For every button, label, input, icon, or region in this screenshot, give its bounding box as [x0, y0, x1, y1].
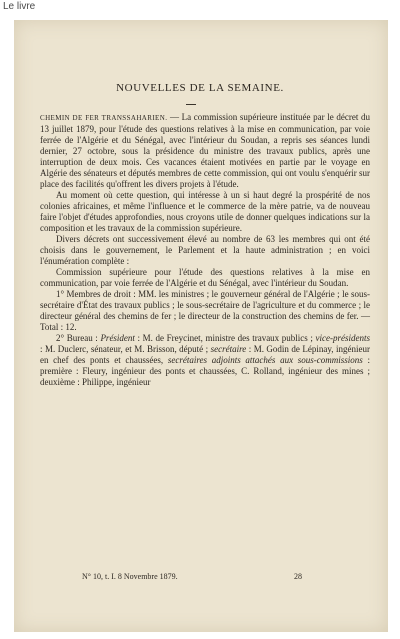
paragraph-3: Divers décrets ont successivement élevé au nombre de 63 les membres qui ont été choisis dans le gouvernement, le Parlement et la haute administration ; en voici l'énumération complète :: [40, 234, 370, 266]
vice-label: vice-présidents: [315, 333, 371, 343]
paragraph-4: Commission supérieure pour l'étude des questions relatives à la mise en communication, par voie ferrée de l'Algérie et du Sénégal, avec l'intérieur du Soudan.: [40, 267, 370, 288]
issue-info: N° 10, t. I. 8 Novembre 1879.: [82, 572, 178, 581]
paragraph-5: 1° Membres de droit : MM. les ministres ; le gouverneur général de l'Algérie ; le sous-secrétaire d'État des travaux publics ; le sous-secrétaire de l'agriculture et du commerce ; le directeur général des chemins de fer ; le directeur de la construction des chemins de fer. — Total : 12.: [40, 289, 370, 332]
page-footer: [82, 572, 302, 583]
president-label: Président: [100, 333, 135, 343]
paragraph-2: Au moment où cette question, qui intéresse à un si haut degré la prospérité de nos colonies africaines, et même l'influence et le commerce de la mère patrie, va de nouveau faire l'objet d'études approfondies, nous croyons utile de donner quelques indications sur la composition et les travaux de la commission supérieure.: [40, 190, 370, 233]
paragraph-1: [40, 112, 370, 190]
article-body: [40, 112, 370, 388]
vice-text: : M. Duclerc, sénateur, et M. Brisson, député ;: [40, 344, 211, 354]
page-number: 28: [294, 572, 302, 581]
page-title: NOUVELLES DE LA SEMAINE.: [116, 82, 284, 94]
adjoints-label: secrétaires adjoints attachés aux sous-commissions: [167, 355, 363, 365]
title-rule: [186, 104, 196, 105]
paragraph-1-text: — La commission supérieure instituée par le décret du 13 juillet 1879, pour l'étude des questions relatives à la mise en communication, par voie ferrée de l'Algérie et du Sénégal, avec l'intérieur du Soudan, a repris ses séances lundi dernier, 27 octobre, sous la présidence du ministre des travaux publics, après une interruption de deux mois. Ces vacances étaient motivées en partie par le voyage en Algérie des sénateurs et députés membres de cette commission, qui ont voulu s'enquérir sur place des facilités qu'offrent les divers projets à l'étude.: [40, 112, 370, 189]
bureau-intro: 2° Bureau :: [56, 333, 101, 343]
watermark-text: Le livre: [3, 1, 36, 12]
section-heading: CHEMIN DE FER TRANSSAHARIEN.: [40, 114, 168, 122]
president-text: : M. de Freycinet, ministre des travaux publics ;: [134, 333, 316, 343]
secretary-text: : M. Godin de Lépinay, ingénieur en chef des ponts et chaussées,: [40, 344, 370, 365]
paragraph-6: [40, 333, 370, 388]
adjoints-text: : première : Fleury, ingénieur des ponts et chaussées, C. Rolland, ingénieur des mines ; deuxième : Philippe, ingénieur: [40, 355, 370, 387]
secretary-label: secrétaire: [210, 344, 247, 354]
